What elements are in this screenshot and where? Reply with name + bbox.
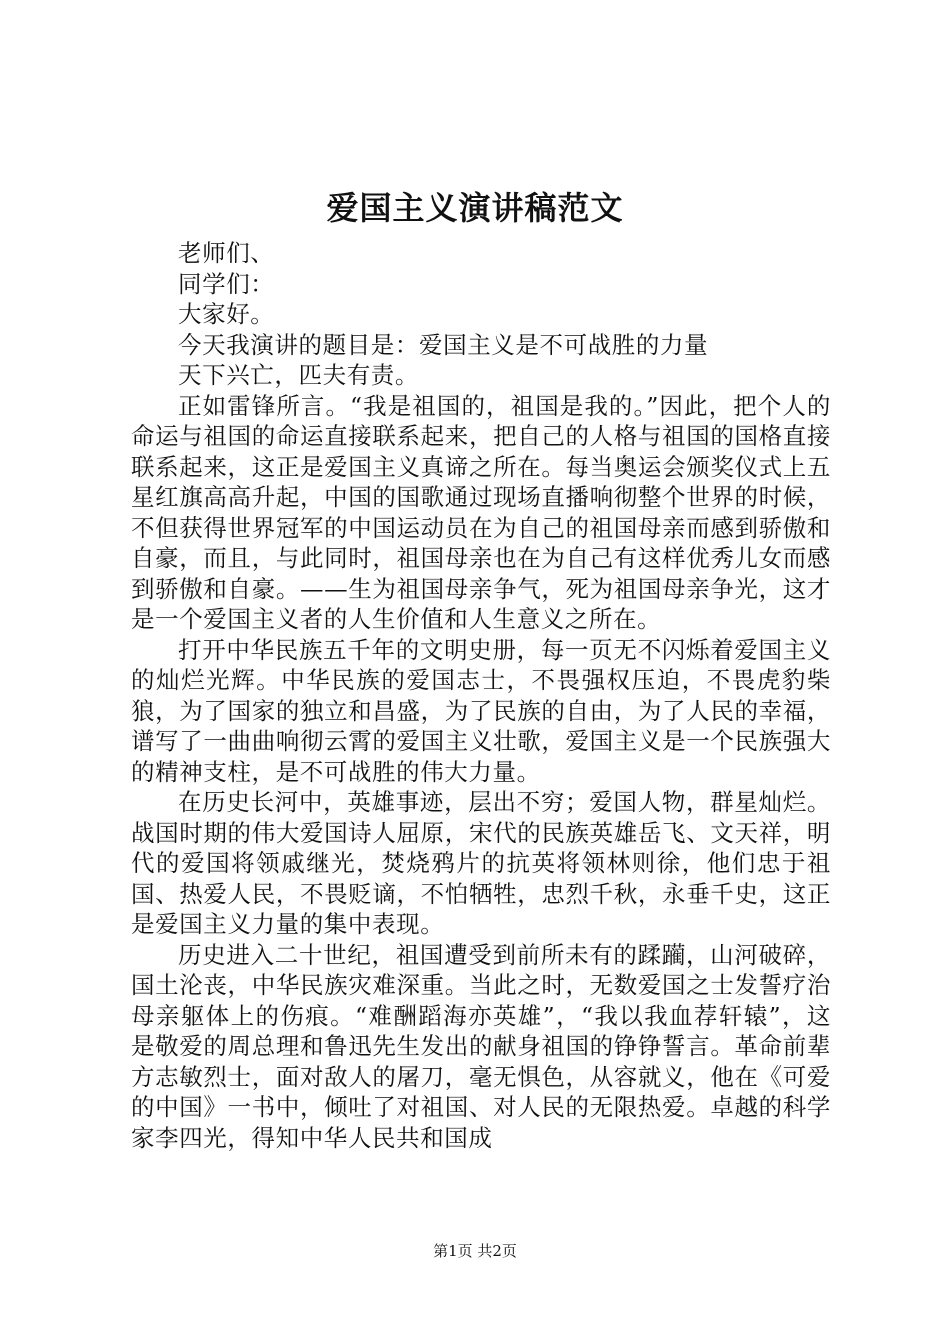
opening-quote: 天下兴亡，匹夫有责。 xyxy=(178,361,419,389)
speech-topic: 今天我演讲的题目是：爱国主义是不可战胜的力量 xyxy=(178,330,709,359)
body-paragraph: 打开中华民族五千年的文明史册，每一页无不闪烁着爱国主义的灿烂光辉。中华民族的爱国志士，不畏强权压迫，不畏虎豹柴狼，为了国家的独立和昌盛，为了民族的自由，为了人民的幸福，谱写了一曲曲响彻云霄的爱国主义壮歌，爱国主义是一个民族强大的精神支柱，是不可战胜的伟大力量。 xyxy=(131,635,831,786)
page-number: 第1页 共2页 xyxy=(433,1242,517,1260)
document-body xyxy=(131,238,831,1153)
body-paragraph: 历史进入二十世纪，祖国遭受到前所未有的蹂躏，山河破碎，国土沦丧，中华民族灾难深重。当此之时，无数爱国之士发誓疗治母亲躯体上的伤痕。“难酬蹈海亦英雄”，“我以我血荐轩辕”，这是敬爱的周总理和鲁迅先生发出的献身祖国的铮铮誓言。革命前辈方志敏烈士，面对敌人的屠刀，毫无惧色，从容就义，他在《可爱的中国》一书中，倾吐了对祖国、对人民的无限热爱。卓越的科学家李四光，得知中华人民共和国成 xyxy=(131,940,831,1152)
greeting-students: 同学们： xyxy=(178,269,275,298)
greeting-everyone: 大家好。 xyxy=(178,300,275,328)
document-title: 爱国主义演讲稿范文 xyxy=(326,189,624,227)
body-paragraph: 正如雷锋所言。“我是祖国的，祖国是我的。”因此，把个人的命运与祖国的命运直接联系起来，把自己的人格与祖国的国格直接联系起来，这正是爱国主义真谛之所在。每当奥运会颁奖仪式上五星红旗高高升起，中国的国歌通过现场直播响彻整个世界的时候，不但获得世界冠军的中国运动员在为自己的祖国母亲而感到骄傲和自豪，而且，与此同时，祖国母亲也在为自己有这样优秀儿女而感到骄傲和自豪。——生为祖国母亲争气，死为祖国母亲争光，这才是一个爱国主义者的人生价值和人生意义之所在。 xyxy=(131,391,831,633)
greeting-teachers: 老师们、 xyxy=(178,239,275,267)
body-paragraph: 在历史长河中，英雄事迹，层出不穷；爱国人物，群星灿烂。战国时期的伟大爱国诗人屈原，宋代的民族英雄岳飞、文天祥，明代的爱国将领戚继光，焚烧鸦片的抗英将领林则徐，他们忠于祖国、热爱人民，不畏贬谪，不怕牺牲，忠烈千秋，永垂千史，这正是爱国主义力量的集中表现。 xyxy=(131,788,831,938)
